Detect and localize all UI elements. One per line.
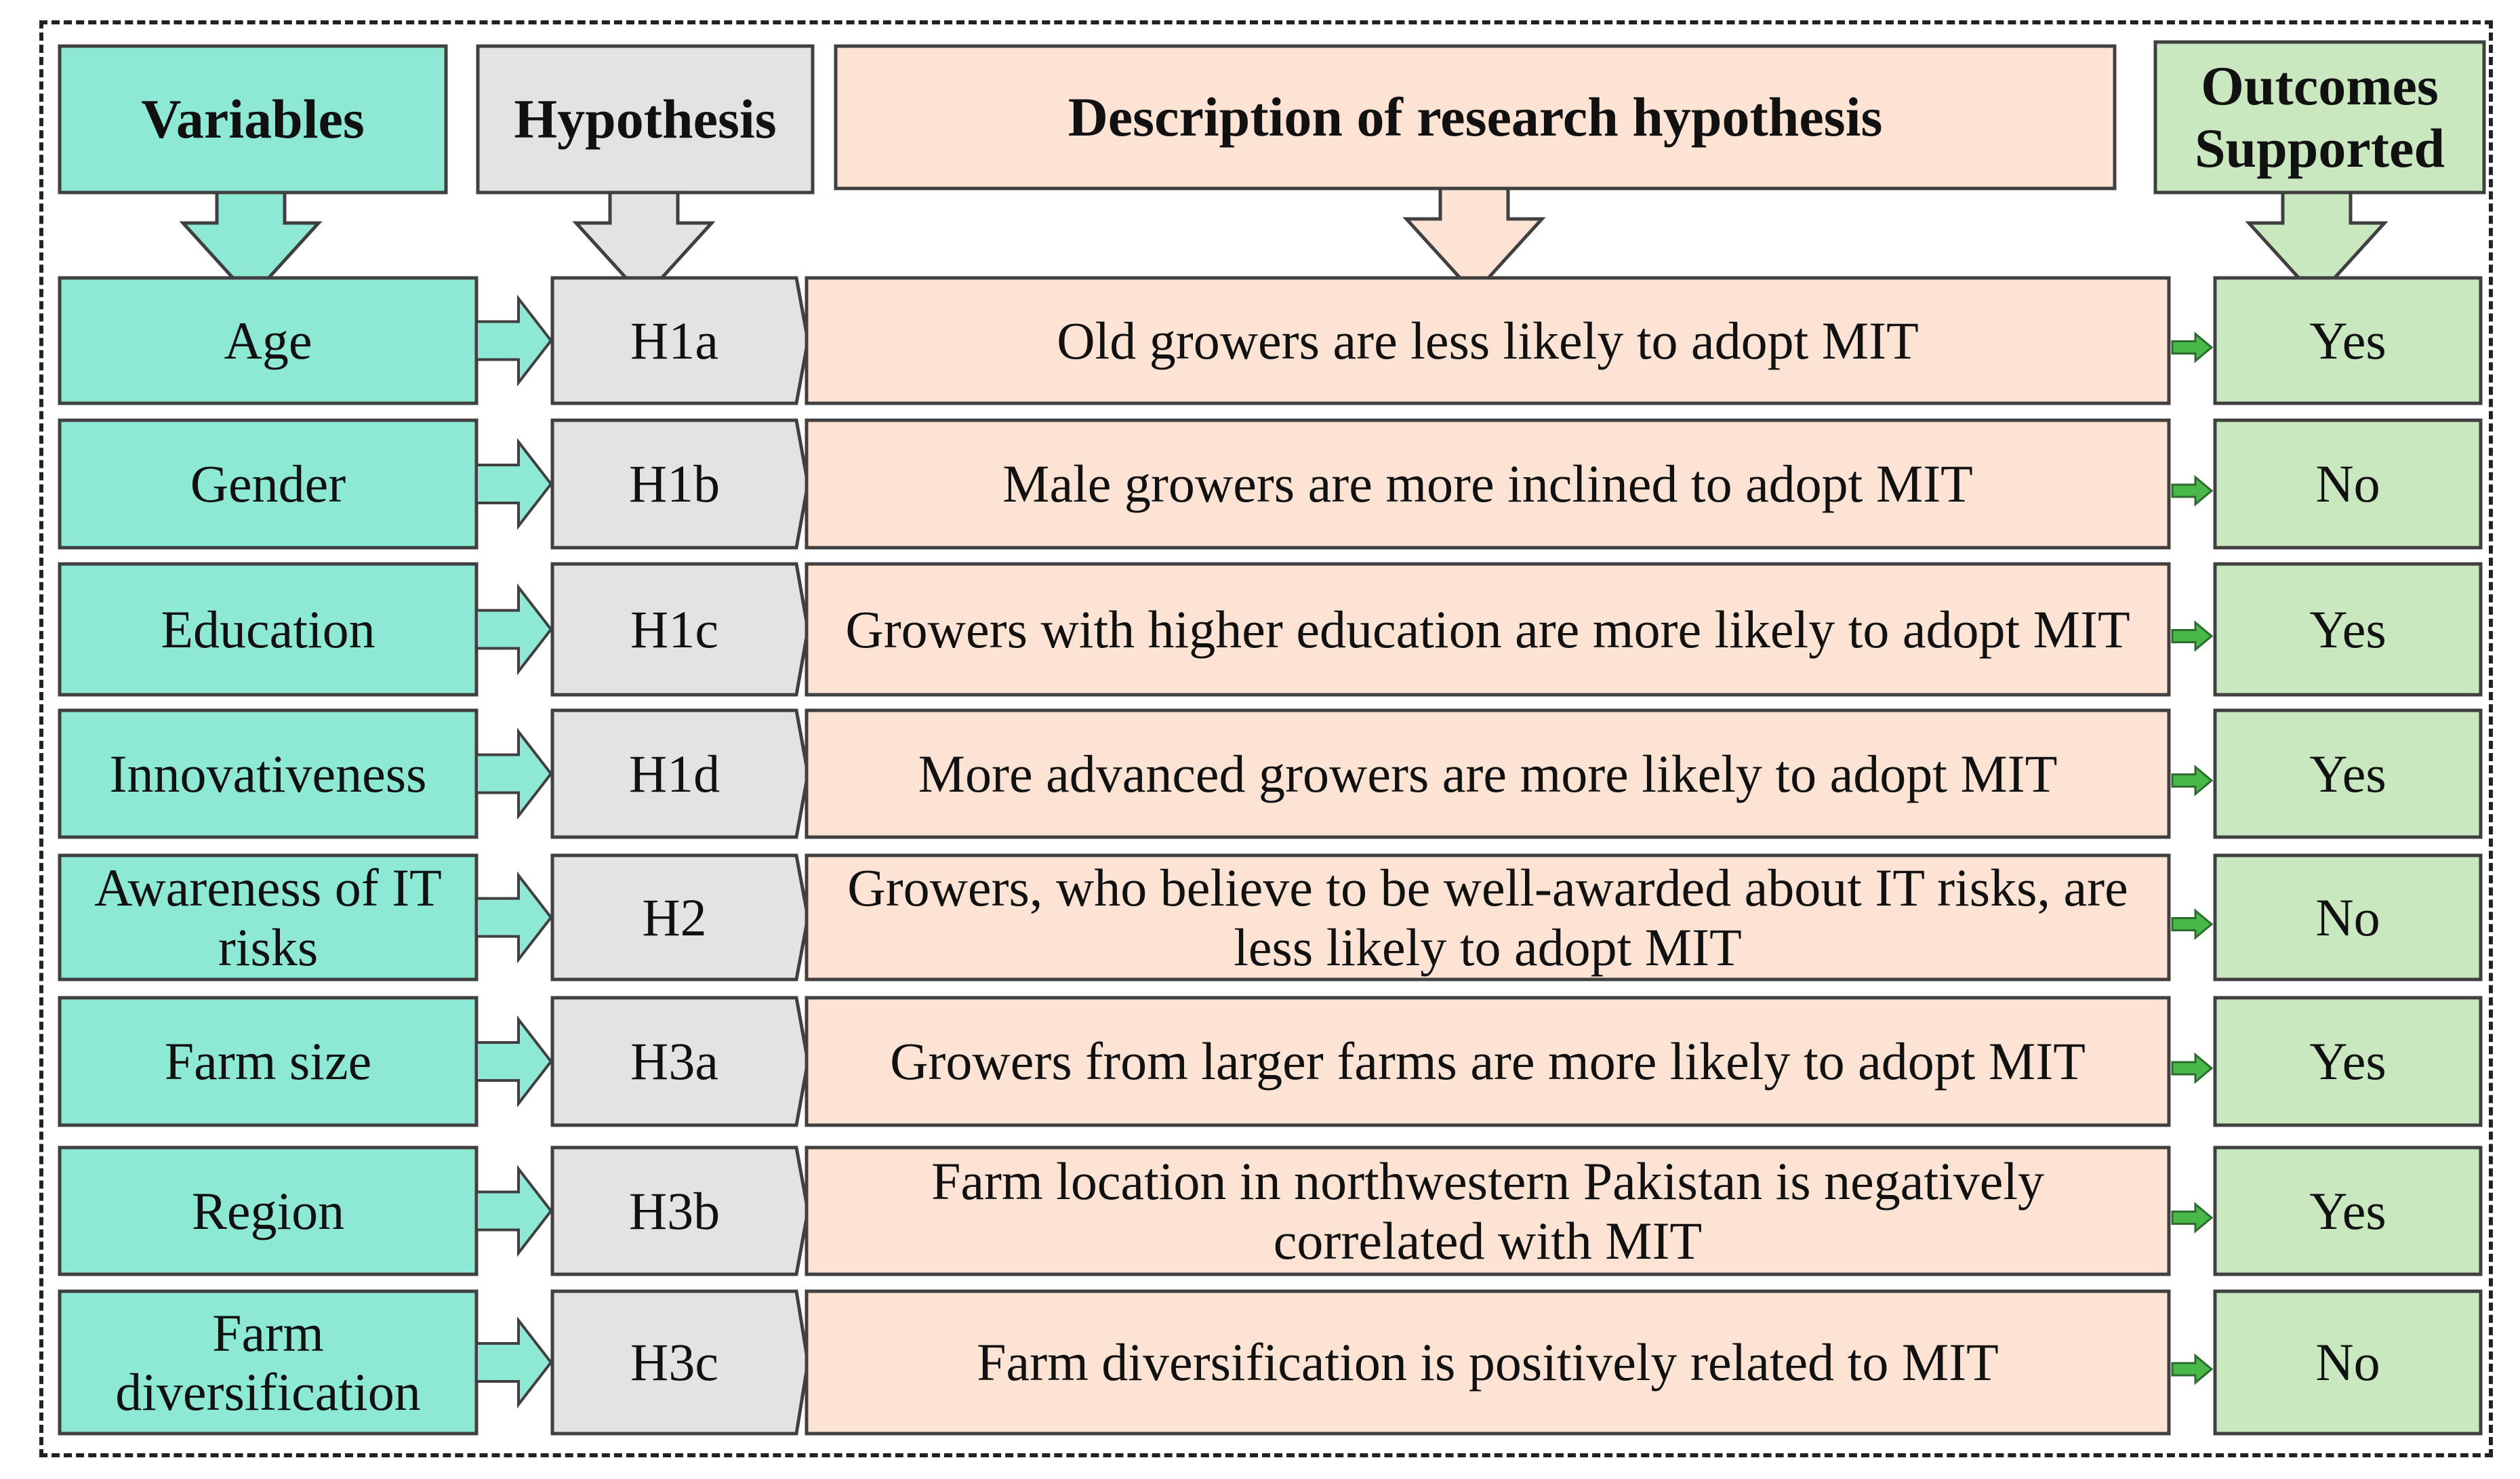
outcome-label: Yes <box>2309 1032 2386 1091</box>
outcome-arrow <box>2172 477 2212 504</box>
variable-label: Age <box>224 310 312 370</box>
variable-label: Innovativeness <box>109 744 427 803</box>
outcome-arrow <box>2172 1055 2212 1082</box>
description-label: Growers with higher education are more likely to adopt MIT <box>845 599 2130 659</box>
description-label: More advanced growers are more likely to adopt MIT <box>918 744 2058 803</box>
outcome-label: No <box>2315 887 2380 947</box>
outcome-arrow <box>2172 1356 2212 1383</box>
variable-arrow <box>476 1169 551 1253</box>
hypothesis-label: H1d <box>628 744 720 803</box>
outcome-label: Yes <box>2309 310 2386 370</box>
header-variables: Variables <box>141 88 365 150</box>
header-hypothesis: Hypothesis <box>514 88 777 150</box>
hypothesis-label: H3c <box>630 1333 718 1392</box>
hypothesis-label: H1b <box>628 454 720 514</box>
outcome-arrow <box>2172 911 2212 938</box>
variable-arrow <box>476 442 551 526</box>
outcome-arrow <box>2172 767 2212 794</box>
description-label: Farm diversification is positively related to MIT <box>977 1333 1999 1392</box>
variable-label: Gender <box>190 454 346 514</box>
outcome-label: Yes <box>2309 1181 2386 1240</box>
hypothesis-label: H1a <box>630 310 718 370</box>
header-outcomes: Outcomes Supported <box>2194 55 2445 179</box>
outcome-label: No <box>2315 454 2380 514</box>
variable-arrow <box>476 1320 551 1404</box>
description-label: Growers from larger farms are more likely to adopt MIT <box>890 1032 2086 1091</box>
variable-label: Region <box>191 1181 345 1240</box>
description-label: Old growers are less likely to adopt MIT <box>1057 310 1919 370</box>
outcome-arrow <box>2172 623 2212 650</box>
hypothesis-label: H2 <box>642 887 707 947</box>
variable-arrow <box>476 299 551 383</box>
outcome-label: Yes <box>2309 744 2386 803</box>
description-label: Growers, who believe to be well-awarded about IT risks, are less likely to adopt MIT <box>847 858 2128 977</box>
variable-label: Farm diversification <box>115 1303 421 1421</box>
variable-label: Awareness of IT risks <box>94 858 442 977</box>
outcome-label: Yes <box>2309 599 2386 659</box>
variable-label: Education <box>161 599 375 659</box>
outcome-arrow <box>2172 1204 2212 1232</box>
variable-arrow <box>476 876 551 960</box>
variable-arrow <box>476 1019 551 1103</box>
outcome-arrow <box>2172 334 2212 361</box>
hypothesis-label: H3b <box>628 1181 720 1240</box>
description-label: Farm location in northwestern Pakistan is negatively correlated with MIT <box>931 1152 2044 1270</box>
variable-arrow <box>476 732 551 816</box>
description-label: Male growers are more inclined to adopt MIT <box>1002 454 1973 514</box>
outcome-label: No <box>2315 1333 2380 1392</box>
hypothesis-label: H3a <box>630 1032 718 1091</box>
variable-label: Farm size <box>164 1032 372 1091</box>
variable-arrow <box>476 588 551 672</box>
hypothesis-label: H1c <box>630 599 718 659</box>
header-description: Description of research hypothesis <box>1068 86 1883 148</box>
